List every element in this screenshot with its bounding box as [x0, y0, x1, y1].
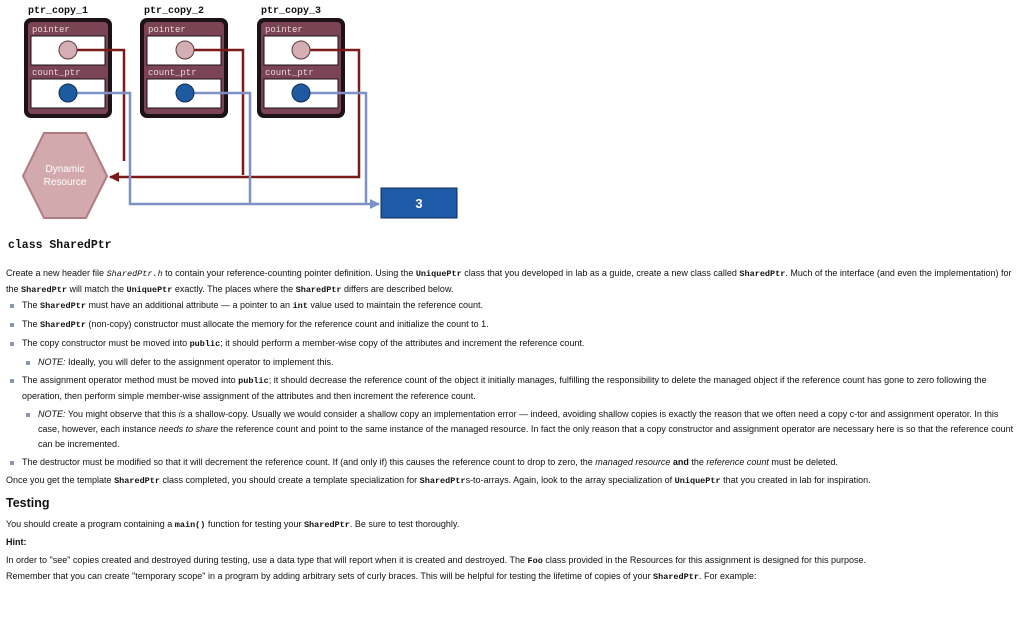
class-heading: class SharedPtr — [8, 239, 112, 252]
dynamic-resource-line2: Resource — [43, 177, 87, 188]
testing-paragraph: You should create a program containing a main() function for testing your SharedPtr. Be sure to test thoroughly. — [6, 519, 460, 530]
ptr-copy-box-2 — [140, 18, 228, 118]
ptr-copy-box-3 — [257, 18, 345, 118]
box-title-1: ptr_copy_1 — [27, 6, 89, 17]
count-dot-1 — [59, 84, 77, 102]
count-dot-3 — [292, 84, 310, 102]
pointer-dot-2 — [176, 41, 194, 59]
assignment-text — [6, 238, 1018, 585]
note-list — [6, 355, 1018, 370]
note-list-2 — [6, 407, 1018, 452]
reference-count-box — [381, 188, 457, 218]
list-item: The copy constructor must be moved into public; it should perform a member-wise copy of the attributes and increment the reference count. — [6, 336, 1018, 352]
ptr-copy-box-1 — [24, 18, 112, 118]
outro-paragraph: Once you get the template SharedPtr class completed, you should create a template specialization for SharedPtrs-to-arrays. Again, look to the array specialization of UniquePtr that you created in lab for inspiration. — [6, 475, 871, 486]
box-title-3: ptr_copy_3 — [260, 6, 322, 17]
shared-ptr-diagram — [0, 0, 470, 225]
pointer-label-2: pointer — [148, 25, 186, 35]
list-item: NOTE: You might observe that this is a shallow-copy. Usually we would consider a shallow copy an implementation error — indeed, avoiding shallow copies is exactly the reason that we often need a copy c-tor and assignment operator. In this case, however, each instance needs to share the reference count and point to the same instance of the managed resource. In fact the only reason that a copy constructor and assignment operator are necessary here is so that the reference count can be incremented. — [6, 407, 1018, 452]
intro-paragraph: Create a new header file SharedPtr.h to contain your reference-counting pointer definition. Using the UniquePtr class that you developed in lab as a guide, create a new class called SharedPtr. Much of the interface (and even the implementation) for the SharedPtr will match the UniquePtr exactly. The places where the SharedPtr differs are described below. — [6, 268, 1012, 295]
requirements-list-2 — [6, 373, 1018, 404]
reference-count-value: 3 — [415, 196, 423, 211]
dynamic-resource-line1: Dynamic — [45, 164, 85, 175]
list-item: The destructor must be modified so that it will decrement the reference count. If (and only if) this causes the reference count to drop to zero, the managed resource and the reference count must be deleted. — [6, 455, 1018, 470]
dynamic-resource — [23, 133, 107, 218]
testing-heading: Testing — [6, 496, 50, 510]
box-title-2: ptr_copy_2 — [143, 6, 205, 17]
count-label-2: count_ptr — [148, 68, 197, 78]
list-item: The assignment operator method must be moved into public; it should decrease the reference count of the object it initially manages, fulfilling the responsibility to delete the managed object if the reference count has gone to zero following the operation, then perform simple member-wise assignment of the attributes and then increment the reference count. — [6, 373, 1018, 404]
requirements-list-3 — [6, 455, 1018, 470]
count-label-1: count_ptr — [32, 68, 81, 78]
pointer-dot-1 — [59, 41, 77, 59]
list-item: The SharedPtr (non-copy) constructor must allocate the memory for the reference count and initialize the count to 1. — [6, 317, 1018, 333]
count-label-3: count_ptr — [265, 68, 314, 78]
count-dot-2 — [176, 84, 194, 102]
hint-heading: Hint: — [6, 537, 27, 547]
pointer-dot-3 — [292, 41, 310, 59]
pointer-label-1: pointer — [32, 25, 70, 35]
hint-paragraph-1: In order to "see" copies created and destroyed during testing, use a data type that will report when it is created and destroyed. The Foo class provided in the Resources for this assignment is designed for this purpose. — [6, 555, 867, 566]
pointer-label-3: pointer — [265, 25, 303, 35]
list-item: NOTE: Ideally, you will defer to the assignment operator to implement this. — [6, 355, 1018, 370]
list-item: The SharedPtr must have an additional attribute — a pointer to an int value used to maintain the reference count. — [6, 298, 1018, 314]
requirements-list — [6, 298, 1018, 352]
hint-paragraph-2: Remember that you can create "temporary scope" in a program by adding arbitrary sets of curly braces. This will be helpful for testing the lifetime of copies of your SharedPtr. For example: — [6, 571, 757, 582]
